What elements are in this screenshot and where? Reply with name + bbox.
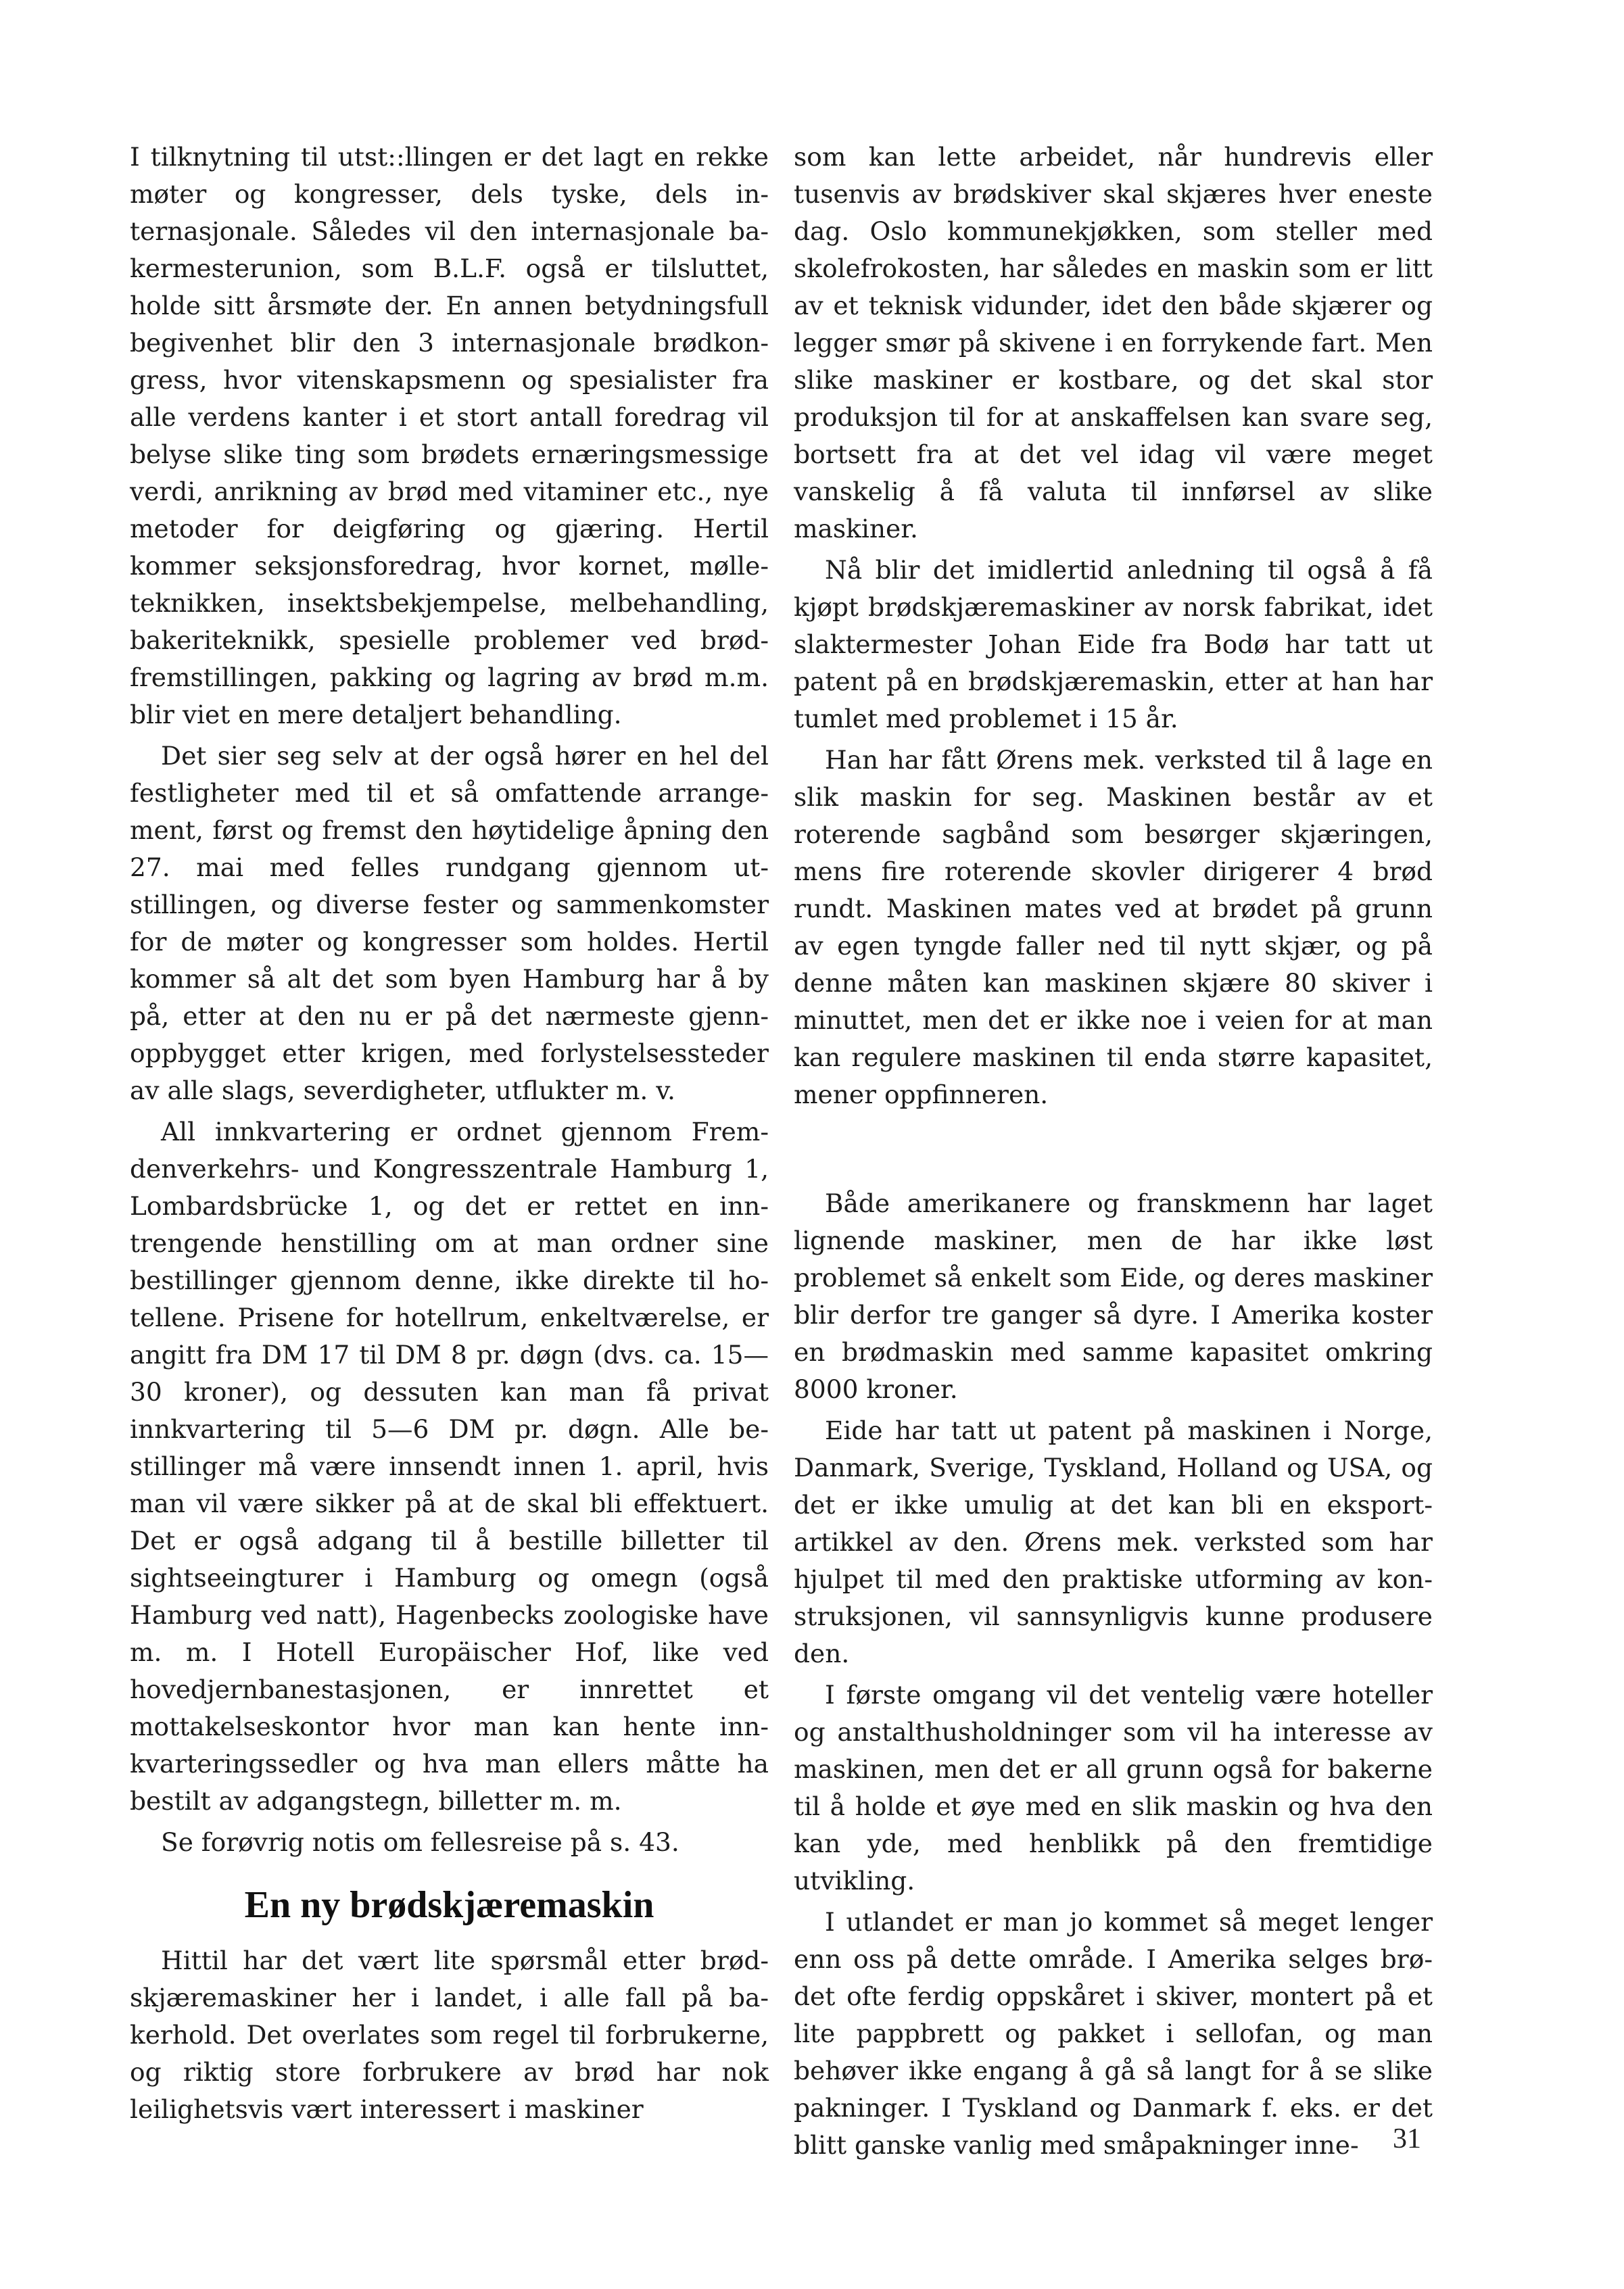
- left-column: [130, 139, 769, 2132]
- paragraph-machine-description: Han har fått Ørens mek. verksted til å lage en slik maskin for seg. Maskinen består av et roterende sagbånd som besørger skjæringen, mens fire roterende skovler dirigerer 4 brød rundt. Maskinen mates ved at brødet på grunn av egen tyngde faller ned til nytt skjær, og på denne måten kan maskinen skjære 80 skiver i minuttet, men det er ikke noe i veien for at man kan regulere maskinen til enda større kapasitet, mener oppfinneren.: [794, 745, 1433, 1109]
- paragraph-congresses: I tilknytning til utst::llingen er det lagt en rekke møter og kongresser, dels tyske, dels internasjonale. Således vil den internasjonale bakermesterunion, som B.L.F. også er tilsluttet, holde sitt årsmøte der. En annen betydningsfull begivenhet blir den 3 internasjonale brødkongress, hvor vitenskapsmenn og spesialister fra alle verdens kanter i et stort antall foredrag vil belyse slike ting som brødets ernæringsmessige verdi, anrikning av brød med vitaminer etc., nye metoder for deigføring og gjæring. Hertil kommer seksjonsforedrag, hvor kornet, mølleteknikken, insektsbekjempelse, melbehandling, bakeriteknikk, spesielle problemer ved brødfremstillingen, pakking og lagring av brød m.m. blir viet en mere detaljert behandling.: [130, 142, 769, 729]
- right-column: [794, 139, 1433, 2168]
- paragraph-article-intro: Hittil har det vært lite spørsmål etter brødskjæremaskiner her i landet, i alle fall på bakerhold. Det overlates som regel til forbrukerne, og riktig store forbrukere av brød har nok leilighetsvis vært interessert i maskiner: [130, 1946, 769, 2124]
- paragraph-foreign-machines: Både amerikanere og franskmenn har laget lignende maskiner, men de har ikke løst problemet så enkelt som Eide, og deres maskiner blir derfor tre ganger så dyre. I Amerika koster en brødmaskin med samme kapasitet omkring 8000 kroner.: [794, 1188, 1433, 1404]
- column-spacer: [794, 1117, 1433, 1185]
- paragraph-festivities: Det sier seg selv at der også hører en hel del festligheter med til et så omfattende arrangement, først og fremst den høytidelige åpning den 27. mai med felles rundgang gjennom utstillingen, og diverse fester og sammenkomster for de møter og kongresser som holdes. Hertil kommer så alt det som byen Hamburg har å by på, etter at den nu er på det nærmeste gjennoppbygget etter krigen, med forlystelsessteder av alle slags, severdigheter, utflukter m. v.: [130, 741, 769, 1105]
- paragraph-see-note: Se forøvrig notis om fellesreise på s. 43.: [161, 1827, 679, 1857]
- paragraph-norwegian-make: Nå blir det imidlertid anledning til også å få kjøpt brødskjæremaskiner av norsk fabrikat, idet slaktermester Johan Eide fra Bodø har tatt ut patent på en brødskjæremaskin, etter at han har tumlet med problemet i 15 år.: [794, 555, 1433, 733]
- paragraph-patent: Eide har tatt ut patent på maskinen i Norge, Danmark, Sverige, Tyskland, Holland og USA, og det er ikke umulig at det kan bli en eksportartikkel av den. Ørens mek. verksted som har hjulpet til med den praktiske utforming av konstruksjonen, vil sannsynligvis kunne produsere den.: [794, 1416, 1433, 1668]
- article-heading: En ny brødskjæremaskin: [244, 1884, 654, 1926]
- paragraph-continuation: som kan lette arbeidet, når hundrevis eller tusenvis av brødskiver skal skjæres hver eneste dag. Oslo kommunekjøkken, som steller med skolefrokosten, har således en maskin som er litt av et teknisk vidunder, idet den både skjærer og legger smør på skivene i en forrykende fart. Men slike maskiner er kostbare, og det skal stor produksjon til for at anskaffelsen kan svare seg, bortsett fra at det vel idag vil være meget vanskelig å få valuta til innførsel av slike maskiner.: [794, 142, 1433, 544]
- paragraph-accommodation: All innkvartering er ordnet gjennom Fremdenverkehrs- und Kongresszentrale Hamburg 1, Lombardsbrücke 1, og det er rettet en inntrengende henstilling om at man ordner sine bestillinger gjennom denne, ikke direkte til hotellene. Prisene for hotellrum, enkeltværelse, er angitt fra DM 17 til DM 8 pr. døgn (dvs. ca. 15—30 kroner), og dessuten kan man få privat innkvartering til 5—6 DM pr. døgn. Alle bestillinger må være innsendt innen 1. april, hvis man vil være sikker på at de skal bli effektuert. Det er også adgang til å bestille billetter til sightseeingturer i Hamburg og omegn (også Hamburg ved natt), Hagenbecks zoologiske have m. m. I Hotell Europäischer Hof, like ved hovedjernbanestasjonen, er innrettet et mottakelseskontor hvor man kan hente innkvarteringssedler og hva man ellers måtte ha bestilt av adgangstegn, billetter m. m.: [130, 1117, 769, 1816]
- page-number: 31: [1393, 2123, 1421, 2154]
- paragraph-abroad: I utlandet er man jo kommet så meget lenger enn oss på dette område. I Amerika selges brødet ofte ferdig oppskåret i skiver, montert på et lite pappbrett og pakket i sellofan, og man behøver ikke engang å gå så langt for å se slike pakninger. I Tyskland og Danmark f. eks. er det blitt ganske vanlig med småpakninger inne-: [794, 1907, 1433, 2160]
- paragraph-first-customers: I første omgang vil det ventelig være hoteller og anstalthusholdninger som vil ha interesse av maskinen, men det er all grunn også for bakerne til å holde et øye med en slik maskin og hva den kan yde, med henblikk på den fremtidige utvikling.: [794, 1680, 1433, 1896]
